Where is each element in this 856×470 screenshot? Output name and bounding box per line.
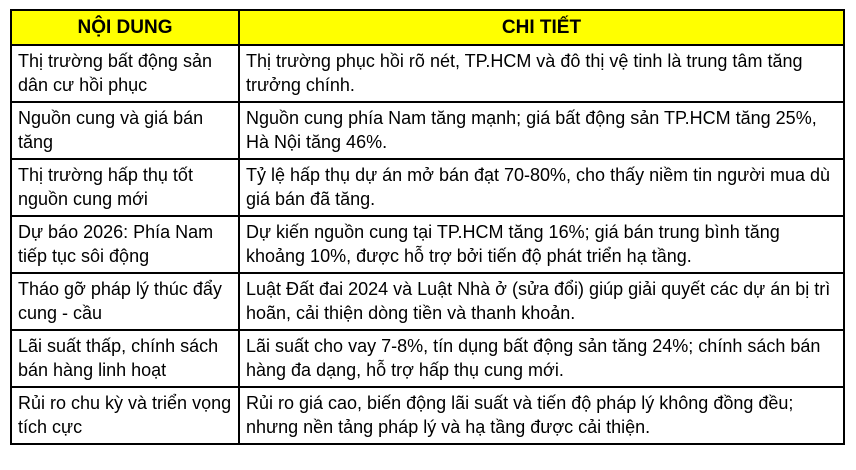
row-detail: Thị trường phục hồi rõ nét, TP.HCM và đô thị vệ tinh là trung tâm tăng trưởng chính. <box>239 45 844 102</box>
table-header-row <box>11 10 844 45</box>
header-detail: CHI TIẾT <box>239 10 844 45</box>
row-detail: Rủi ro giá cao, biến động lãi suất và tiến độ pháp lý không đồng đều; nhưng nền tảng pháp lý và hạ tầng được cải thiện. <box>239 387 844 444</box>
table-row <box>11 330 844 387</box>
row-detail: Tỷ lệ hấp thụ dự án mở bán đạt 70-80%, cho thấy niềm tin người mua dù giá bán đã tăng. <box>239 159 844 216</box>
summary-table <box>10 9 845 445</box>
row-topic: Tháo gỡ pháp lý thúc đẩy cung - cầu <box>11 273 239 330</box>
table-row <box>11 45 844 102</box>
row-detail: Luật Đất đai 2024 và Luật Nhà ở (sửa đổi) giúp giải quyết các dự án bị trì hoãn, cải thiện dòng tiền và thanh khoản. <box>239 273 844 330</box>
table-row <box>11 387 844 444</box>
row-detail: Dự kiến nguồn cung tại TP.HCM tăng 16%; giá bán trung bình tăng khoảng 10%, được hỗ trợ bởi tiến độ phát triển hạ tầng. <box>239 216 844 273</box>
row-topic: Rủi ro chu kỳ và triển vọng tích cực <box>11 387 239 444</box>
row-detail: Nguồn cung phía Nam tăng mạnh; giá bất động sản TP.HCM tăng 25%, Hà Nội tăng 46%. <box>239 102 844 159</box>
row-topic: Nguồn cung và giá bán tăng <box>11 102 239 159</box>
table-row <box>11 273 844 330</box>
row-topic: Thị trường hấp thụ tốt nguồn cung mới <box>11 159 239 216</box>
row-detail: Lãi suất cho vay 7-8%, tín dụng bất động sản tăng 24%; chính sách bán hàng đa dạng, hỗ trợ hấp thụ cung mới. <box>239 330 844 387</box>
header-topic: NỘI DUNG <box>11 10 239 45</box>
row-topic: Dự báo 2026: Phía Nam tiếp tục sôi động <box>11 216 239 273</box>
table-row <box>11 159 844 216</box>
table-row <box>11 102 844 159</box>
row-topic: Lãi suất thấp, chính sách bán hàng linh hoạt <box>11 330 239 387</box>
row-topic: Thị trường bất động sản dân cư hồi phục <box>11 45 239 102</box>
table-row <box>11 216 844 273</box>
